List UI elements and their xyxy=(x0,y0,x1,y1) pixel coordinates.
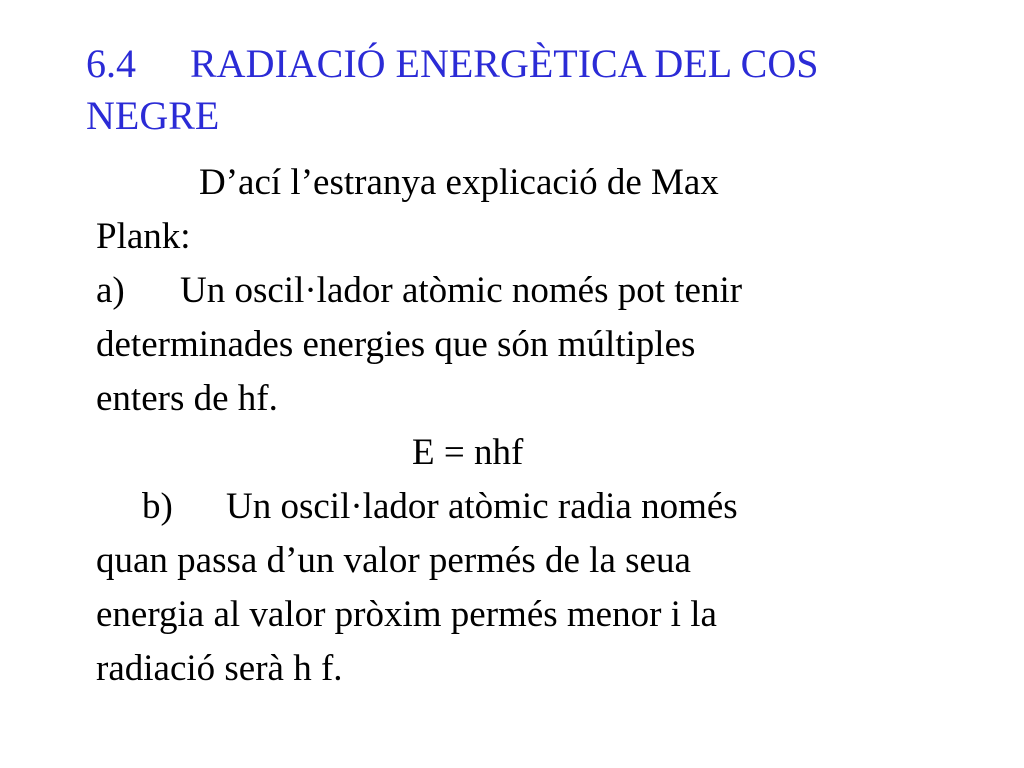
item-b-marker: b) xyxy=(142,486,173,527)
formula: E = nhf xyxy=(412,432,524,473)
title-line-2: NEGRE xyxy=(86,93,220,138)
item-b-line-3: energia al valor pròxim permés menor i la xyxy=(96,594,717,635)
intro-line-1: D’ací l’estranya explicació de Max xyxy=(199,162,719,203)
item-b-line-2: quan passa d’un valor permés de la seua xyxy=(96,540,691,581)
section-number: 6.4 xyxy=(86,41,136,86)
item-a-marker: a) xyxy=(96,270,125,311)
item-b-text: Un oscil·lador atòmic radia només xyxy=(226,486,738,527)
item-b-line-4: radiació serà h f. xyxy=(96,648,343,689)
item-a-text: Un oscil·lador atòmic només pot tenir xyxy=(180,270,743,311)
intro-line-2: Plank: xyxy=(96,216,191,257)
item-a-line-3: enters de hf. xyxy=(96,378,278,419)
title-line-1 xyxy=(86,38,966,90)
item-a-line-2: determinades energies que són múltiples xyxy=(96,324,696,365)
slide-title xyxy=(86,38,966,142)
title-text: RADIACIÓ ENERGÈTICA DEL COS xyxy=(190,41,819,86)
slide-body xyxy=(96,156,916,696)
item-a-line-1 xyxy=(96,264,916,318)
item-b-line-1 xyxy=(96,480,916,534)
